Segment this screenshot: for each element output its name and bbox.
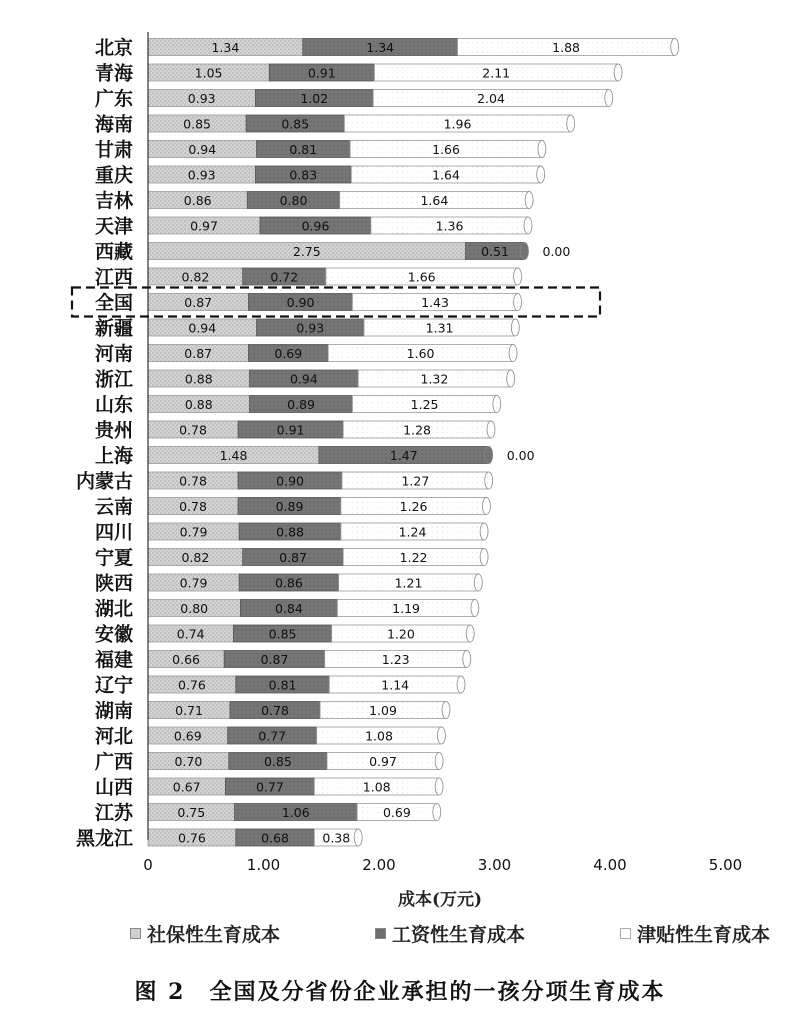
value-label-social: 0.87 [184, 295, 213, 310]
bar-end-cap [511, 319, 519, 336]
value-label-social: 0.66 [172, 652, 201, 667]
value-label-social: 1.48 [219, 448, 248, 463]
legend [130, 918, 770, 948]
value-label-social: 0.75 [177, 805, 206, 820]
value-label-wage: 0.96 [301, 218, 330, 234]
bar-end-cap [435, 778, 443, 795]
value-label-social: 0.80 [180, 601, 209, 616]
value-label-allowance: 1.19 [392, 601, 421, 616]
value-label-allowance: 1.66 [432, 142, 460, 157]
bar-end-cap [437, 727, 445, 744]
value-label-social: 0.78 [179, 473, 207, 489]
value-label-social: 0.93 [187, 91, 216, 106]
value-label-wage: 0.81 [289, 142, 318, 157]
value-label-allowance: 0.00 [506, 448, 535, 463]
bar-end-cap [466, 625, 474, 642]
value-label-wage: 0.87 [279, 550, 307, 565]
legend-swatch-social [130, 928, 141, 939]
x-axis-title: 成本(万元) [397, 890, 483, 910]
value-label-social: 0.94 [188, 320, 217, 336]
value-label-allowance: 1.23 [381, 652, 410, 667]
category-label: 云南 [94, 496, 133, 518]
category-label: 辽宁 [94, 674, 133, 697]
bar-end-cap [525, 192, 533, 209]
value-label-wage: 0.89 [275, 499, 304, 514]
legend-item-social [130, 920, 280, 947]
legend-item-allowance [620, 920, 770, 947]
value-label-social: 0.87 [184, 346, 213, 361]
bar-end-cap [487, 421, 495, 438]
value-label-wage: 0.93 [296, 320, 325, 336]
value-label-wage: 0.77 [255, 779, 284, 795]
category-label: 新疆 [94, 317, 133, 340]
value-label-social: 0.88 [184, 371, 213, 387]
bar-end-cap [524, 217, 532, 234]
value-label-social: 0.82 [181, 269, 210, 285]
value-label-allowance: 1.21 [394, 575, 423, 591]
value-label-wage: 0.85 [268, 626, 297, 642]
bar-end-cap [480, 523, 488, 540]
value-label-wage: 0.89 [287, 397, 315, 412]
value-label-wage: 0.91 [276, 422, 305, 438]
category-label: 河南 [94, 343, 133, 365]
value-label-wage: 0.72 [270, 269, 299, 285]
figure-number: 图 2 [134, 979, 186, 1005]
bar-end-cap [509, 345, 517, 362]
value-label-allowance: 1.96 [443, 116, 472, 132]
category-label: 青海 [94, 62, 133, 85]
bar-end-cap [567, 115, 575, 132]
bar-end-cap [485, 447, 493, 464]
category-label: 黑龙江 [75, 827, 133, 850]
value-label-allowance: 1.24 [398, 524, 427, 540]
category-label: 天津 [94, 215, 133, 238]
value-label-social: 0.70 [174, 754, 203, 769]
value-label-allowance: 1.66 [407, 269, 436, 285]
value-label-social: 0.85 [183, 116, 212, 132]
value-label-allowance: 1.60 [406, 346, 435, 361]
value-label-allowance: 1.20 [386, 626, 415, 642]
category-label: 福建 [94, 649, 133, 671]
bar-end-cap [354, 829, 362, 846]
value-label-wage: 0.87 [260, 652, 289, 667]
value-label-wage: 0.80 [279, 193, 308, 208]
value-label-social: 0.76 [177, 677, 206, 693]
x-tick-label: 3.00 [477, 856, 512, 874]
bar-end-cap [514, 268, 522, 285]
category-label: 海南 [94, 113, 133, 136]
category-label: 湖北 [94, 598, 133, 620]
bar-end-cap [507, 370, 515, 387]
x-tick-label: 5.00 [708, 856, 743, 874]
value-label-wage: 0.81 [268, 677, 297, 693]
value-label-allowance: 1.88 [552, 40, 581, 55]
value-label-social: 0.78 [179, 499, 207, 514]
bar-end-cap [537, 166, 545, 183]
value-label-wage: 0.51 [481, 244, 510, 259]
value-label-social: 0.74 [176, 626, 205, 642]
figure-title: 全国及分省份企业承担的一孩分项生育成本 [209, 979, 666, 1005]
value-label-social: 0.76 [177, 830, 206, 846]
value-label-wage: 0.88 [276, 524, 305, 540]
value-label-social: 0.94 [188, 142, 217, 157]
value-label-social: 2.75 [292, 244, 321, 259]
x-tick-label: 0 [143, 856, 153, 874]
category-label: 贵州 [94, 419, 133, 442]
value-label-wage: 1.02 [300, 91, 329, 106]
category-label: 甘肃 [94, 139, 133, 161]
bar-end-cap [538, 141, 546, 158]
category-label: 陕西 [94, 572, 133, 595]
bar-end-cap [463, 651, 471, 668]
x-tick-label: 4.00 [593, 856, 627, 874]
category-label: 山西 [94, 776, 133, 799]
value-label-wage: 1.47 [389, 448, 418, 463]
bar-end-cap [433, 804, 441, 821]
value-label-social: 0.86 [183, 193, 212, 208]
category-label: 四川 [94, 521, 133, 544]
value-label-social: 1.05 [194, 65, 223, 81]
value-label-allowance: 1.64 [420, 193, 449, 208]
value-label-social: 0.78 [179, 422, 207, 438]
value-label-allowance: 0.97 [369, 754, 397, 769]
category-label: 宁夏 [94, 547, 133, 569]
legend-swatch-allowance [620, 928, 631, 939]
value-label-wage: 0.85 [263, 754, 292, 769]
value-label-wage: 0.94 [289, 371, 318, 387]
value-label-allowance: 0.00 [542, 244, 571, 259]
bar-end-cap [442, 702, 450, 719]
x-tick-label: 2.00 [362, 856, 396, 874]
value-label-allowance: 0.38 [322, 830, 351, 846]
value-label-wage: 0.68 [261, 830, 290, 846]
figure-caption [0, 975, 800, 1006]
value-label-wage: 1.06 [281, 805, 310, 820]
category-label: 内蒙古 [75, 470, 133, 493]
value-label-social: 0.79 [179, 524, 208, 540]
value-label-allowance: 2.04 [477, 91, 505, 106]
bar-end-cap [614, 64, 622, 81]
value-label-social: 0.67 [172, 779, 201, 795]
category-label: 江西 [94, 266, 133, 289]
bar-end-cap [521, 243, 529, 260]
category-label: 山东 [94, 394, 133, 416]
value-label-allowance: 1.22 [399, 550, 428, 565]
value-label-wage: 0.69 [274, 346, 303, 361]
value-label-allowance: 1.26 [399, 499, 428, 514]
value-label-social: 0.88 [184, 397, 213, 412]
category-label: 全国 [94, 292, 133, 314]
value-label-social: 0.71 [175, 703, 203, 718]
legend-label-social: 社保性生育成本 [147, 923, 281, 946]
value-label-social: 1.34 [211, 40, 240, 55]
value-label-allowance: 1.08 [362, 779, 391, 795]
bar-end-cap [474, 574, 482, 591]
value-label-wage: 0.90 [276, 473, 305, 489]
legend-label-allowance: 津贴性生育成本 [636, 923, 770, 946]
category-label: 西藏 [94, 241, 133, 263]
value-label-wage: 0.83 [289, 167, 318, 183]
bar-end-cap [514, 294, 522, 311]
bar-end-cap [457, 676, 465, 693]
value-label-allowance: 1.09 [369, 703, 397, 718]
value-label-wage: 0.84 [274, 601, 303, 616]
category-label: 安徽 [94, 623, 133, 646]
value-label-allowance: 0.69 [382, 805, 411, 820]
value-label-allowance: 1.28 [403, 422, 432, 438]
category-label: 吉林 [94, 190, 133, 212]
value-label-social: 0.97 [190, 218, 218, 234]
bar-end-cap [435, 753, 443, 770]
legend-label-wage: 工资性生育成本 [391, 923, 525, 946]
value-label-allowance: 2.11 [482, 65, 511, 81]
bar-end-cap [471, 600, 479, 617]
value-label-wage: 1.34 [366, 40, 395, 55]
category-label: 江苏 [94, 802, 133, 824]
value-label-allowance: 1.32 [420, 371, 449, 387]
value-label-allowance: 1.31 [425, 320, 454, 336]
bar-end-cap [480, 549, 488, 566]
value-label-allowance: 1.27 [401, 473, 430, 489]
value-label-allowance: 1.64 [432, 167, 460, 183]
value-label-social: 0.69 [173, 728, 202, 744]
value-label-allowance: 1.25 [410, 397, 439, 412]
value-label-wage: 0.86 [274, 575, 303, 591]
bar-end-cap [482, 498, 490, 515]
bar-end-cap [485, 472, 493, 489]
value-label-allowance: 1.08 [365, 728, 393, 744]
category-label: 广东 [94, 88, 133, 110]
value-label-social: 0.93 [187, 167, 216, 183]
legend-item-wage [375, 920, 525, 947]
value-label-allowance: 1.43 [421, 295, 449, 310]
category-label: 广西 [94, 751, 133, 773]
bar-end-cap [493, 396, 501, 413]
category-label: 浙江 [94, 368, 133, 391]
category-label: 湖南 [94, 700, 133, 722]
value-label-wage: 0.85 [281, 116, 310, 132]
value-label-wage: 0.90 [286, 295, 315, 310]
value-label-allowance: 1.14 [381, 677, 410, 693]
category-label: 河北 [94, 725, 133, 748]
value-label-wage: 0.77 [258, 728, 287, 744]
value-label-wage: 0.91 [307, 65, 336, 81]
x-tick-label: 1.00 [246, 856, 281, 874]
category-label: 重庆 [94, 164, 133, 187]
value-label-social: 0.79 [179, 575, 208, 591]
bar-end-cap [605, 90, 613, 107]
value-label-allowance: 1.36 [435, 218, 464, 234]
category-label: 北京 [94, 37, 133, 59]
legend-swatch-wage [375, 928, 386, 939]
category-label: 上海 [94, 445, 133, 467]
bar-end-cap [671, 39, 679, 56]
value-label-wage: 0.78 [261, 703, 290, 718]
value-label-social: 0.82 [181, 550, 210, 565]
